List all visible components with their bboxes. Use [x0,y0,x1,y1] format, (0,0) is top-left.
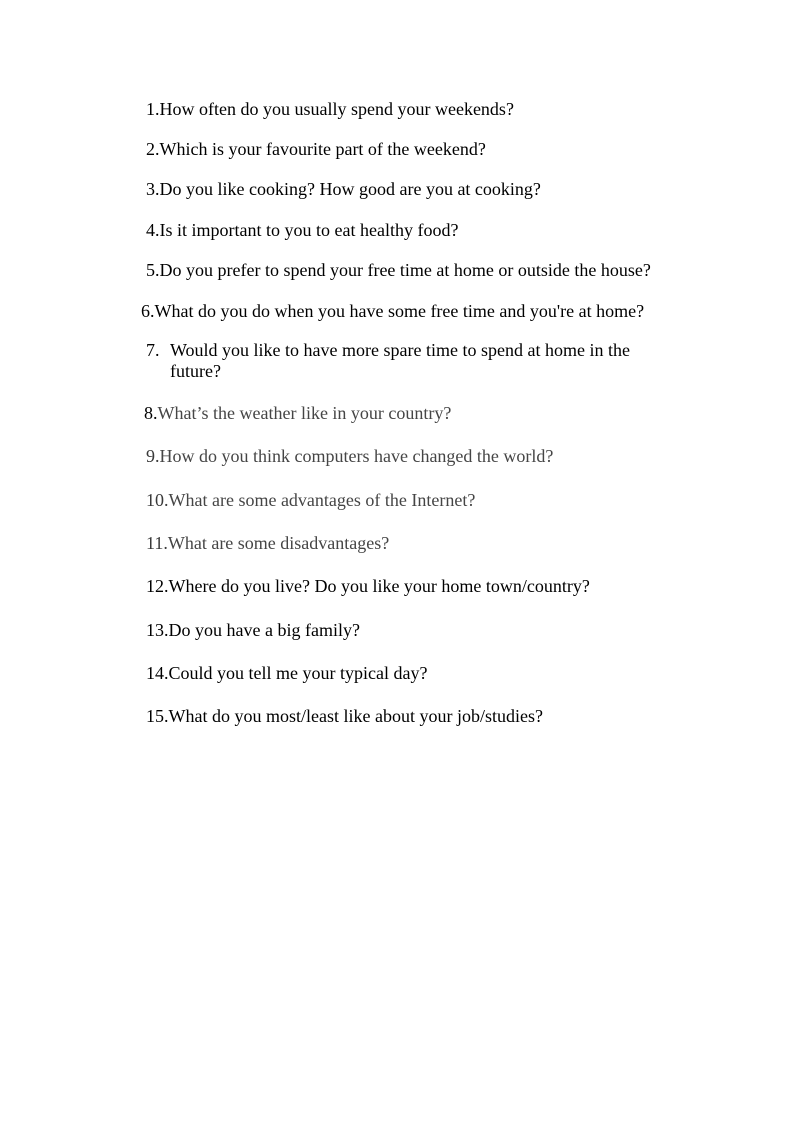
question-number: 6. [141,301,155,321]
question-number: 12. [146,576,169,596]
question-text: What are some disadvantages? [167,533,390,553]
question-number: 9. [146,446,160,466]
question-13 [146,619,360,641]
question-text: Is it important to you to eat healthy food? [159,220,459,240]
question-2 [146,138,486,160]
question-5 [146,259,651,281]
question-text: How do you think computers have changed the world? [159,446,554,466]
question-1 [146,98,514,120]
question-number: 5. [146,260,160,280]
question-text: Do you prefer to spend your free time at home or outside the house? [159,260,651,280]
question-text: Would you like to have more spare time to spend at home in the future? [170,340,630,381]
question-text: What’s the weather like in your country? [157,403,452,423]
question-number: 10. [146,490,169,510]
question-number: 4. [146,220,160,240]
question-4 [146,219,458,241]
question-text: Which is your favourite part of the weekend? [159,139,486,159]
question-15 [146,705,543,727]
question-text: What are some advantages of the Internet? [168,490,476,510]
question-text: Could you tell me your typical day? [168,663,428,683]
question-number: 7. [146,340,160,360]
question-number: 3. [146,179,160,199]
question-number: 15. [146,706,169,726]
question-number: 8. [144,403,158,423]
question-14 [146,662,427,684]
question-text: What do you most/least like about your job/studies? [168,706,543,726]
question-number: 2. [146,139,160,159]
question-text: Where do you live? Do you like your home town/country? [168,576,590,596]
question-text: Do you like cooking? How good are you at cooking? [159,179,541,199]
question-6 [141,300,644,322]
question-number: 11. [146,533,168,553]
question-text: Do you have a big family? [168,620,360,640]
question-10 [146,489,475,511]
question-text: What do you do when you have some free time and you're at home? [154,301,645,321]
question-number: 14. [146,663,169,683]
question-12 [146,575,590,597]
question-9 [146,445,553,467]
question-number: 13. [146,620,169,640]
question-8 [144,402,451,424]
question-text: How often do you usually spend your weekends? [159,99,514,119]
question-11 [146,532,389,554]
question-7 [146,340,706,382]
question-3 [146,178,541,200]
question-number: 1. [146,99,160,119]
